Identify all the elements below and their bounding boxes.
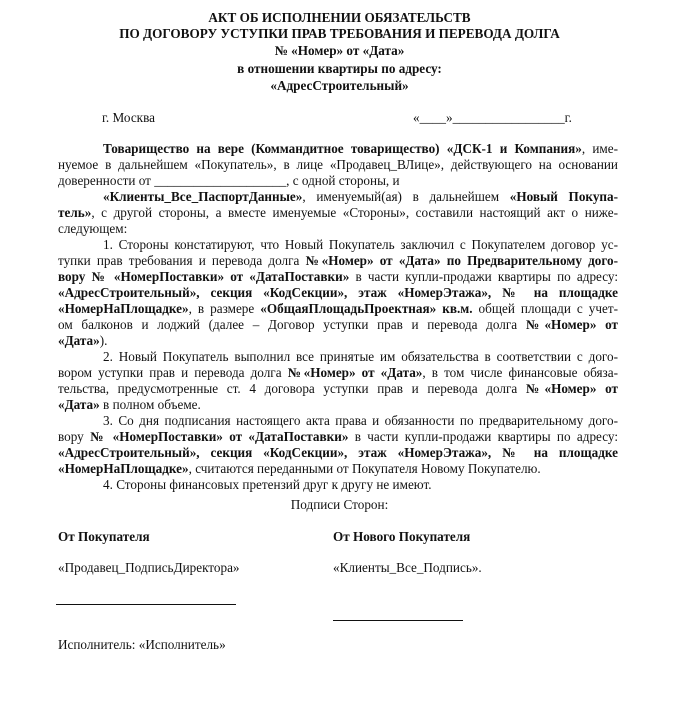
body-line: «АдресСтроительный», секция «КодСекции», этаж «НомерЭтажа», № на площадке (58, 445, 618, 460)
body-text: «Дата» (58, 397, 100, 412)
doc-title-line-4: в отношении квартиры по адресу: (237, 61, 442, 76)
body-line: 3. Со дня подписания настоящего акта права и обязанности по предварительному дого- (103, 413, 618, 428)
body-line (58, 365, 618, 381)
body-text: , в размере (188, 301, 261, 316)
body-line: «АдресСтроительный», секция «КодСекции», этаж «НомерЭтажа», № на площадке (58, 285, 618, 300)
new-buyer-signature-field: «Клиенты_Все_Подпись». (333, 560, 482, 575)
body-line: 2. Новый Покупатель выполнил все принятые им обязательства в соответствии с дого- (103, 349, 618, 364)
body-text: тупки прав требования и перевода долга (58, 253, 306, 268)
new-buyer-heading: От Нового Покупателя (333, 529, 471, 544)
date-placeholder: «____»_________________г. (413, 110, 572, 125)
body-text: общей площади с учет- (472, 301, 618, 316)
buyer-signature-line (56, 604, 236, 605)
executor-line: Исполнитель: «Исполнитель» (58, 637, 226, 652)
body-text: «Дата» (58, 333, 100, 348)
doc-title-line-3: № «Номер» от «Дата» (274, 43, 405, 58)
body-text: , в том числе финансовые обяза- (422, 365, 618, 380)
body-text: «НомерНаПлощадке» (58, 301, 189, 316)
body-text: вору (58, 429, 91, 444)
body-text: тельства, предусмотренные ст. 4 договора уступки прав и перевода долга (58, 381, 526, 396)
buyer-signature-field: «Продавец_ПодписьДиректора» (58, 560, 240, 575)
body-line (103, 141, 618, 157)
city: г. Москва (102, 110, 155, 125)
body-line: следующем: (58, 221, 128, 236)
body-line (58, 253, 618, 269)
client-passport: «Клиенты_Все_ПаспортДанные» (103, 189, 303, 204)
body-text: «Новый Покупа- (509, 189, 618, 204)
buyer-name: Товарищество на вере (Коммандитное товарищество) «ДСК-1 и Компания» (103, 141, 582, 156)
body-text: ). (99, 333, 108, 348)
body-text: , именуемый(ая) в дальнейшем (302, 189, 510, 204)
body-text: №«Номер» от (525, 381, 618, 396)
body-text: , считаются переданными от Покупателя Новому Покупателю. (188, 461, 541, 476)
body-line (58, 317, 618, 333)
body-text: в части купли-продажи квартиры по адресу: (348, 429, 618, 444)
body-line (58, 429, 618, 445)
body-text: , име- (581, 141, 619, 156)
body-line (58, 397, 201, 413)
body-line: нуемое в дальнейшем «Покупатель», в лице «Продавец_ВЛице», действующего на основании (58, 157, 618, 172)
body-text: «ОбщаяПлощадьПроектная» кв.м. (260, 301, 473, 316)
body-text: №«Номер» от «Дата» (287, 365, 423, 380)
body-line (103, 189, 618, 205)
body-line (58, 461, 541, 477)
body-text: в части купли-продажи квартиры по адресу: (349, 269, 618, 284)
doc-title-line-1: АКТ ОБ ИСПОЛНЕНИИ ОБЯЗАТЕЛЬСТВ (208, 10, 471, 25)
doc-title-line-5: «АдресСтроительный» (270, 78, 409, 93)
body-text: , с другой стороны, а вместе именуемые «Стороны», составили настоящий акт о ниже- (91, 205, 618, 220)
body-line (58, 333, 107, 349)
body-text: ом балконов и лоджий (далее – Договор уступки прав и перевода долга (58, 317, 526, 332)
new-buyer-signature-line (333, 620, 463, 621)
body-line (58, 205, 618, 221)
body-line (58, 381, 618, 397)
body-text: вору № «НомерПоставки» от «ДатаПоставки» (58, 269, 350, 284)
signatures-caption: Подписи Сторон: (290, 497, 389, 512)
body-text: №«Номер» от (525, 317, 618, 332)
body-line: 4. Стороны финансовых претензий друг к другу не имеют. (103, 477, 432, 492)
body-text: №«Номер» от «Дата» по Предварительному дого- (305, 253, 618, 268)
buyer-heading: От Покупателя (58, 529, 150, 544)
body-text: вором уступки прав и перевода долга (58, 365, 288, 380)
body-line (58, 269, 618, 285)
body-text: в полном объеме. (99, 397, 201, 412)
body-line: 1. Стороны констатируют, что Новый Покупатель заключил с Покупателем договор ус- (103, 237, 618, 252)
body-text: № «НомерПоставки» от «ДатаПоставки» (90, 429, 349, 444)
doc-title-line-2: ПО ДОГОВОРУ УСТУПКИ ПРАВ ТРЕБОВАНИЯ И ПЕРЕВОДА ДОЛГА (119, 26, 560, 41)
body-line (58, 301, 618, 317)
body-text: «НомерНаПлощадке» (58, 461, 189, 476)
body-line: доверенности от ____________________, с одной стороны, и (58, 173, 400, 188)
body-text: тель» (58, 205, 92, 220)
